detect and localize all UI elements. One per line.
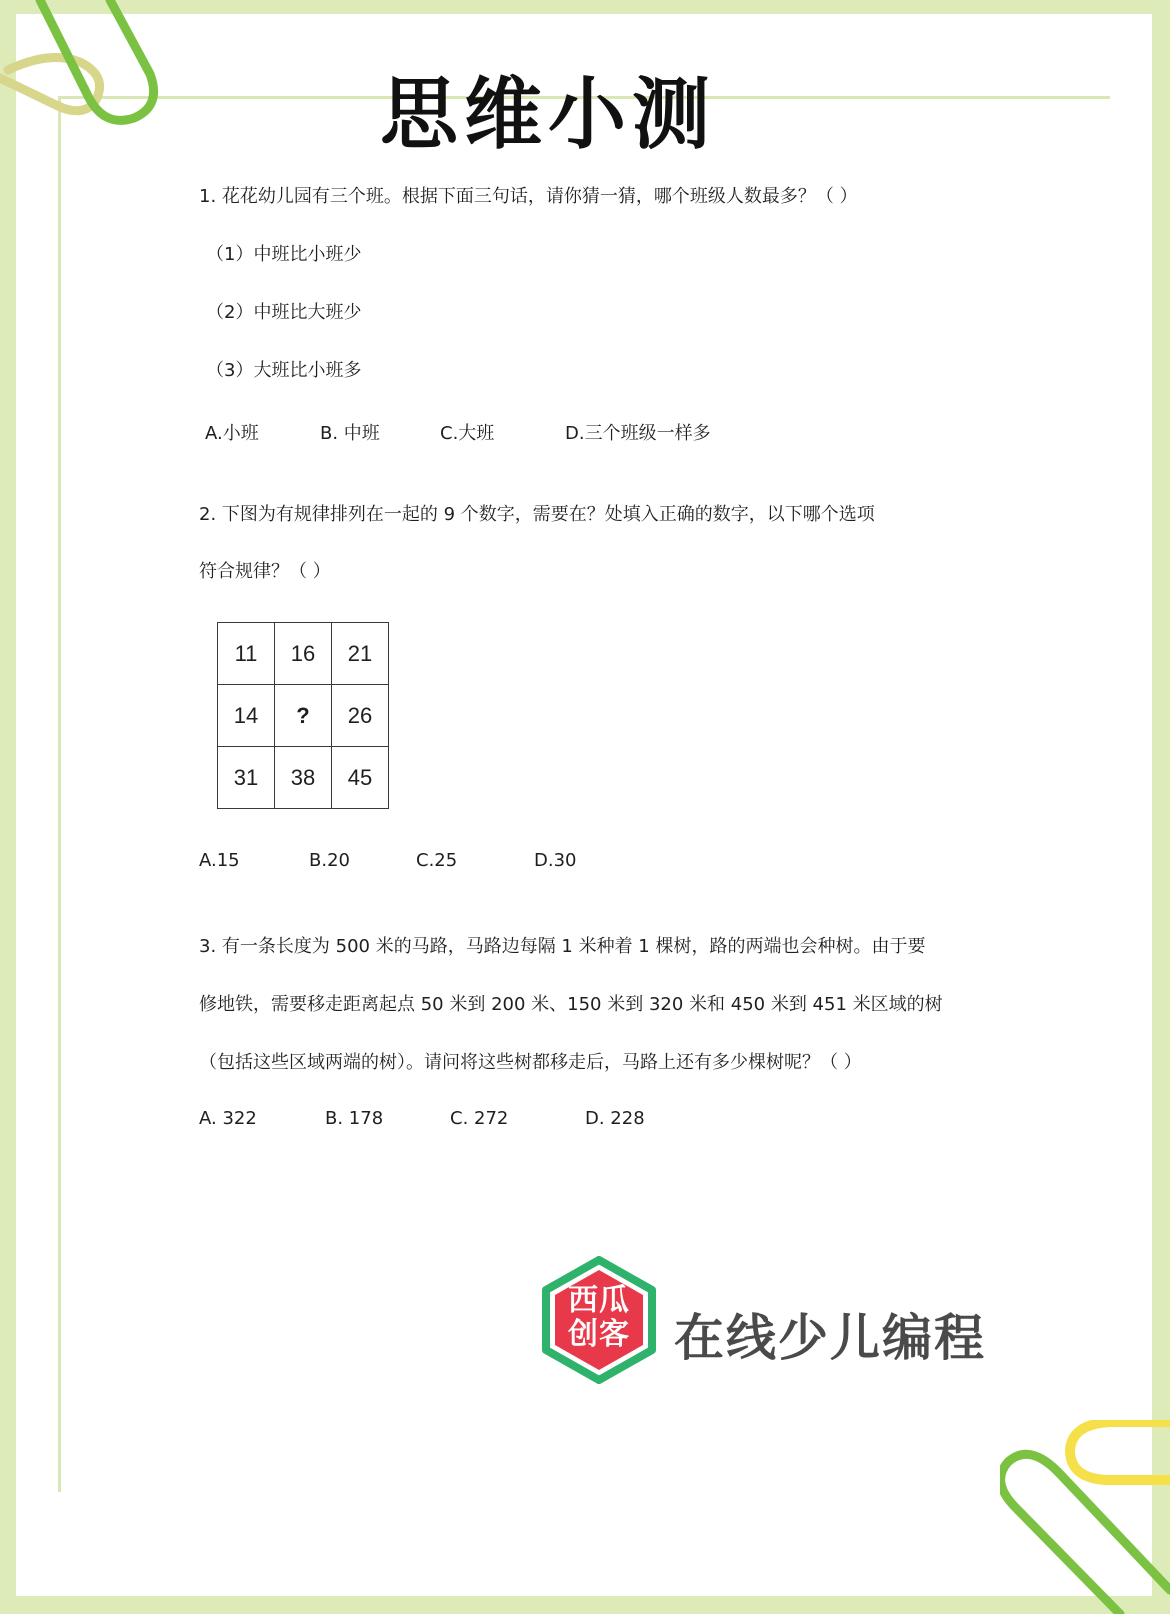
grid-cell-question: ? bbox=[275, 685, 332, 747]
q1-option-b: B. 中班 bbox=[320, 423, 380, 444]
page-title: 思维小测 bbox=[380, 70, 717, 160]
grid-cell: 16 bbox=[275, 623, 332, 685]
grid-row bbox=[218, 623, 389, 685]
grid-cell: 21 bbox=[332, 623, 389, 685]
q2-option-d: D.30 bbox=[534, 850, 577, 871]
brand-logo bbox=[540, 1256, 1010, 1396]
q1-option-a: A.小班 bbox=[205, 423, 259, 444]
grid-cell: 38 bbox=[275, 747, 332, 809]
brand-badge-line-1: 西瓜 bbox=[568, 1283, 630, 1318]
grid-cell: 11 bbox=[218, 623, 275, 685]
q2-option-a: A.15 bbox=[199, 850, 240, 871]
q1-clue-2: （2）中班比大班少 bbox=[206, 302, 362, 323]
brand-badge-text bbox=[560, 1284, 638, 1352]
q3-option-d: D. 228 bbox=[585, 1108, 645, 1129]
grid-cell: 26 bbox=[332, 685, 389, 747]
q3-stem-line-2: 修地铁，需要移走距离起点 50 米到 200 米、150 米到 320 米和 450 米到 451 米区域的树 bbox=[199, 994, 943, 1015]
q2-option-c: C.25 bbox=[416, 850, 458, 871]
grid-cell: 45 bbox=[332, 747, 389, 809]
q2-option-b: B.20 bbox=[309, 850, 350, 871]
brand-badge-line-2: 创客 bbox=[568, 1317, 630, 1352]
q1-option-c: C.大班 bbox=[440, 423, 495, 444]
grid-cell: 14 bbox=[218, 685, 275, 747]
frame-line-left bbox=[58, 96, 61, 1492]
q3-stem-line-3: （包括这些区域两端的树）。请问将这些树都移走后，马路上还有多少棵树呢？（ ） bbox=[199, 1052, 862, 1073]
q1-option-d: D.三个班级一样多 bbox=[565, 423, 711, 444]
number-grid bbox=[217, 622, 389, 809]
q3-option-c: C. 272 bbox=[450, 1108, 509, 1129]
grid-row bbox=[218, 747, 389, 809]
brand-name: 在线少儿编程 bbox=[674, 1309, 986, 1367]
q3-stem-line-1: 3. 有一条长度为 500 米的马路，马路边每隔 1 米种着 1 棵树，路的两端也会种树。由于要 bbox=[199, 936, 926, 957]
q1-stem: 1. 花花幼儿园有三个班。根据下面三句话，请你猜一猜，哪个班级人数最多？（ ） bbox=[199, 186, 858, 207]
grid-row bbox=[218, 685, 389, 747]
grid-cell: 31 bbox=[218, 747, 275, 809]
q3-option-a: A. 322 bbox=[199, 1108, 257, 1129]
q2-stem-line-1: 2. 下图为有规律排列在一起的 9 个数字，需要在？处填入正确的数字，以下哪个选项 bbox=[199, 504, 875, 525]
q2-stem-line-2: 符合规律？（ ） bbox=[199, 561, 331, 582]
q1-clue-1: （1）中班比小班少 bbox=[206, 244, 362, 265]
q1-clue-3: （3）大班比小班多 bbox=[206, 360, 362, 381]
q3-option-b: B. 178 bbox=[325, 1108, 384, 1129]
